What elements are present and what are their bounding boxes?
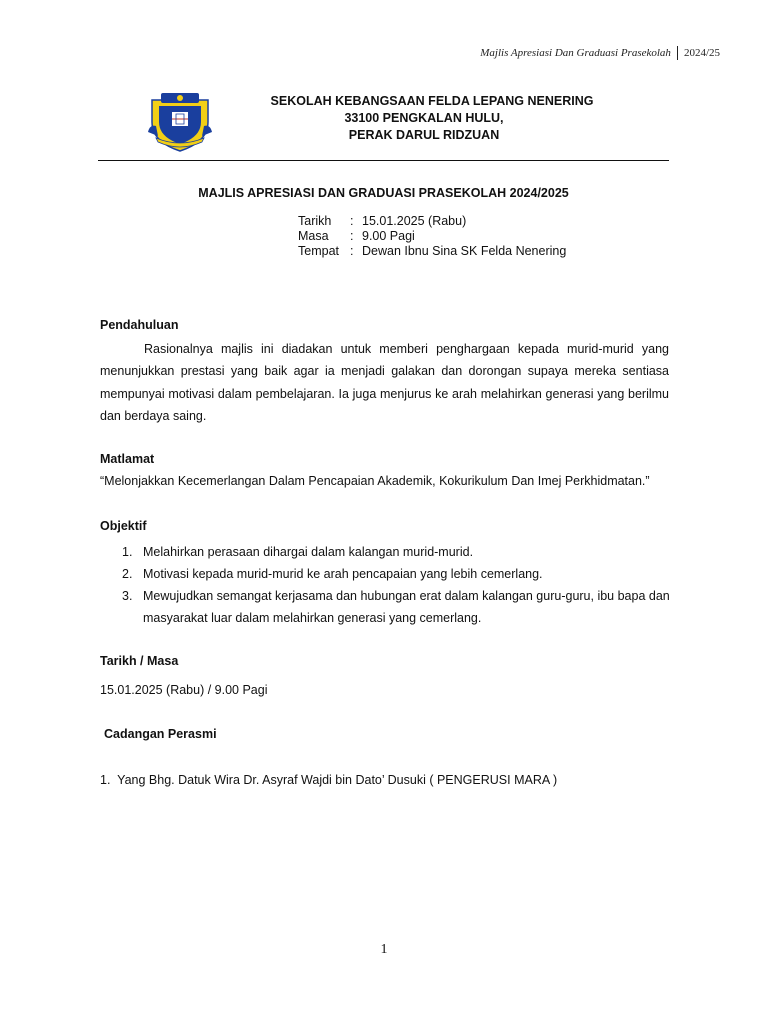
info-colon: : [350, 229, 354, 243]
info-value: Dewan Ibnu Sina SK Felda Nenering [362, 244, 567, 258]
info-colon: : [350, 214, 354, 228]
heading-pendahuluan: Pendahuluan [100, 318, 179, 332]
info-label: Tarikh [298, 214, 332, 228]
page-number: 1 [380, 942, 388, 957]
tarikh-masa-text: 15.01.2025 (Rabu) / 9.00 Pagi [100, 683, 268, 697]
running-header [480, 46, 720, 60]
heading-objektif: Objektif [100, 519, 147, 533]
heading-cadangan-perasmi: Cadangan Perasmi [104, 727, 217, 741]
objektif-list [122, 541, 670, 629]
list-text: Motivasi kepada murid-murid ke arah pencapaian yang lebih cemerlang. [143, 567, 543, 581]
info-row-masa [298, 229, 566, 244]
list-number: 1. [122, 545, 133, 559]
heading-tarikh-masa: Tarikh / Masa [100, 654, 179, 668]
matlamat-text: “Melonjakkan Kecemerlangan Dalam Pencapaian Akademik, Kokurikulum Dan Imej Perkhidmatan.” [100, 474, 650, 488]
running-header-year: 2024/25 [683, 47, 720, 59]
info-colon: : [350, 244, 354, 258]
list-item [122, 563, 670, 585]
info-row-tarikh [298, 214, 566, 229]
list-text: Melahirkan perasaan dihargai dalam kalangan murid-murid. [143, 545, 474, 559]
letterhead [98, 93, 670, 144]
list-text: Yang Bhg. Datuk Wira Dr. Asyraf Wajdi bin Dato’ Dusuki ( PENGERUSI MARA ) [117, 773, 558, 787]
paragraph-text: Rasionalnya majlis ini diadakan untuk memberi penghargaan kepada murid-murid yang menunjukkan prestasi yang baik agar ia menjadi galakan dan dorongan supaya mereka sentiasa mempunyai motivasi dalam pembelajaran. Ia juga menjurus ke arah melahirkan generasi yang berilmu dan berdaya saing. [100, 342, 669, 423]
list-number: 2. [122, 567, 133, 581]
perasmi-item [100, 773, 557, 787]
list-item [122, 541, 670, 563]
paragraph-pendahuluan [100, 338, 669, 427]
letterhead-divider [98, 160, 669, 161]
school-name: SEKOLAH KEBANGSAAN FELDA LEPANG NENERING [270, 94, 594, 108]
running-header-divider [677, 46, 678, 60]
list-number: 3. [122, 589, 133, 603]
address-line-1: 33100 PENGKALAN HULU, [344, 111, 504, 125]
info-value: 15.01.2025 (Rabu) [362, 214, 467, 228]
address-line-2: PERAK DARUL RIDZUAN [348, 128, 500, 142]
event-info [298, 214, 566, 259]
list-number: 1. [100, 773, 111, 787]
info-label: Masa [298, 229, 329, 243]
running-header-title: Majlis Apresiasi Dan Graduasi Prasekolah [480, 47, 671, 59]
info-value: 9.00 Pagi [362, 229, 415, 243]
heading-matlamat: Matlamat [100, 452, 155, 466]
document-title: MAJLIS APRESIASI DAN GRADUASI PRASEKOLAH 2024/2025 [198, 186, 569, 200]
info-row-tempat [298, 244, 566, 259]
info-label: Tempat [298, 244, 339, 258]
list-text: Mewujudkan semangat kerjasama dan hubungan erat dalam kalangan guru-guru, ibu bapa dan masyarakat luar dalam melahirkan generasi yang cemerlang. [143, 589, 670, 625]
list-item [122, 585, 670, 629]
